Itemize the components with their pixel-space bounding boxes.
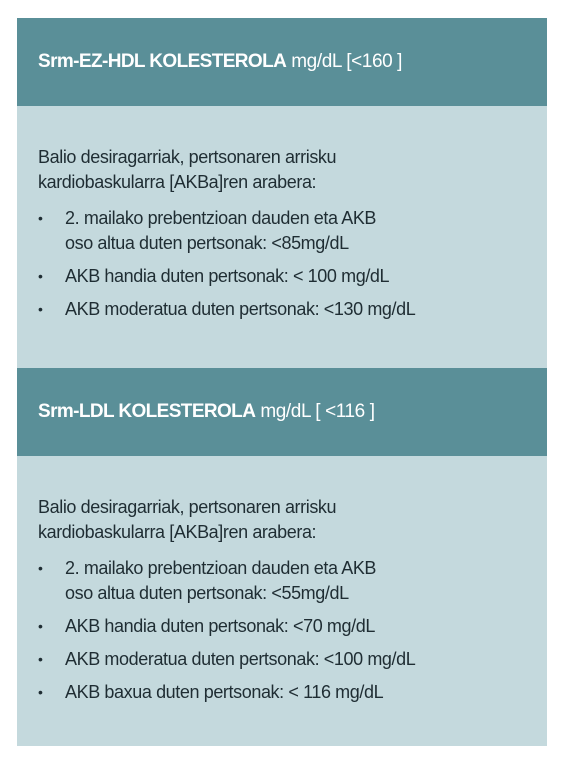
- list-item-line-1: AKB moderatua duten pertsonak: <100 mg/dL: [65, 649, 416, 669]
- bullet-icon: •: [38, 268, 43, 284]
- list-item-line-1: 2. mailako prebentzioan dauden eta AKB: [65, 558, 377, 578]
- ldl-intro-line-2: kardiobaskularra [AKBa]ren arabera:: [38, 522, 317, 542]
- list-item-line-1: AKB baxua duten pertsonak: < 116 mg/dL: [65, 682, 384, 702]
- list-item-line-1: 2. mailako prebentzioan dauden eta AKB: [65, 208, 377, 228]
- bullet-icon: •: [38, 618, 43, 634]
- list-item: [38, 297, 527, 322]
- hdl-card-body: [17, 106, 547, 368]
- ldl-card-unit-range: mg/dL [ <116 ]: [260, 401, 375, 422]
- ldl-card-header: [17, 368, 547, 456]
- list-item-line-1: AKB handia duten pertsonak: <70 mg/dL: [65, 616, 375, 636]
- hdl-intro-line-2: kardiobaskularra [AKBa]ren arabera:: [38, 172, 317, 192]
- ldl-target-list: [38, 556, 527, 705]
- ldl-card-title: Srm-LDL KOLESTEROLA: [38, 401, 256, 422]
- ldl-intro-text: [38, 495, 527, 545]
- hdl-intro-text: [38, 145, 527, 195]
- list-item-line-1: AKB handia duten pertsonak: < 100 mg/dL: [65, 266, 390, 286]
- bullet-icon: •: [38, 301, 43, 317]
- hdl-card-title: Srm-EZ-HDL KOLESTEROLA: [38, 51, 287, 72]
- hdl-intro-line-1: Balio desiragarriak, pertsonaren arrisku: [38, 147, 337, 167]
- list-item: [38, 614, 527, 639]
- hdl-card-unit-range: mg/dL [<160 ]: [291, 51, 403, 72]
- ldl-card-body: [17, 456, 547, 746]
- bullet-icon: •: [38, 684, 43, 700]
- bullet-icon: •: [38, 210, 43, 226]
- hdl-card-header: [17, 18, 547, 106]
- ldl-cholesterol-card: [17, 368, 547, 746]
- list-item: [38, 206, 527, 256]
- list-item-line-2: oso altua duten pertsonak: <55mg/dL: [65, 583, 349, 603]
- hdl-cholesterol-card: [17, 18, 547, 368]
- bullet-icon: •: [38, 651, 43, 667]
- list-item: [38, 680, 527, 705]
- list-item-line-2: oso altua duten pertsonak: <85mg/dL: [65, 233, 349, 253]
- list-item-line-1: AKB moderatua duten pertsonak: <130 mg/dL: [65, 299, 416, 319]
- hdl-target-list: [38, 206, 527, 322]
- list-item: [38, 264, 527, 289]
- list-item: [38, 647, 527, 672]
- ldl-intro-line-1: Balio desiragarriak, pertsonaren arrisku: [38, 497, 337, 517]
- list-item: [38, 556, 527, 606]
- bullet-icon: •: [38, 560, 43, 576]
